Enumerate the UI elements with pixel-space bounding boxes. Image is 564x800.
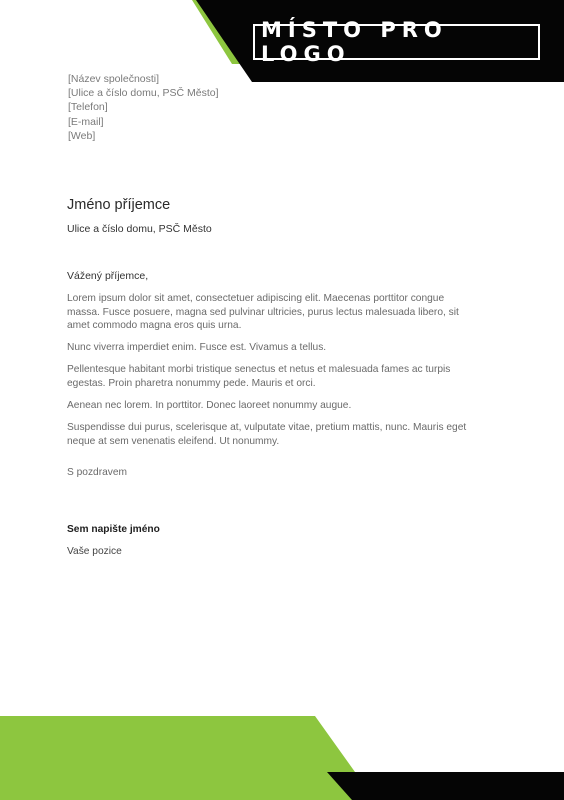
letter-body — [67, 292, 477, 457]
recipient-address[interactable]: Ulice a číslo domu, PSČ Město — [67, 223, 212, 235]
recipient-name[interactable]: Jméno příjemce — [67, 197, 171, 213]
footer-black-band — [327, 772, 564, 800]
body-paragraph[interactable]: Pellentesque habitant morbi tristique senectus et netus et malesuada fames ac turpis egestas. Proin pharetra nonummy pede. Mauris et orci. — [67, 364, 451, 389]
sender-company[interactable]: [Název společnosti] — [68, 73, 160, 85]
sender-web[interactable]: [Web] — [68, 129, 96, 142]
sender-address[interactable]: [Ulice a číslo domu, PSČ Město] — [68, 87, 219, 100]
footer-decoration — [0, 710, 564, 800]
sender-phone[interactable]: [Telefon] — [68, 101, 108, 114]
letter-greeting[interactable]: Vážený příjemce, — [67, 270, 149, 282]
body-paragraph[interactable]: Nunc viverra imperdiet enim. Fusce est. Vivamus a tellus. — [67, 342, 327, 354]
sender-block — [68, 72, 219, 143]
logo-placeholder[interactable] — [253, 18, 540, 66]
footer-green-band — [0, 716, 375, 800]
body-paragraph[interactable]: Suspendisse dui purus, scelerisque at, vulputate vitae, pretium mattis, nunc. Mauris eget neque at sem venenatis eleifend. Ut nonummy. — [67, 422, 467, 447]
body-paragraph[interactable]: Aenean nec lorem. In porttitor. Donec laoreet nonummy augue. — [67, 400, 352, 412]
signature-position[interactable]: Vaše pozice — [67, 546, 122, 557]
logo-placeholder-text: MÍSTO PRO LOGO — [261, 18, 448, 66]
body-paragraph[interactable]: Lorem ipsum dolor sit amet, consectetuer adipiscing elit. Maecenas porttitor congue massa. Fusce posuere, magna sed pulvinar ultricies, purus lectus malesuada libero, sit amet commodo magna eros quis urna. — [67, 293, 459, 332]
letter-closing[interactable]: S pozdravem — [67, 467, 128, 478]
header-white-cut — [0, 0, 232, 64]
sender-email[interactable]: [E-mail] — [68, 115, 104, 128]
signature-name[interactable]: Sem napište jméno — [67, 524, 160, 535]
